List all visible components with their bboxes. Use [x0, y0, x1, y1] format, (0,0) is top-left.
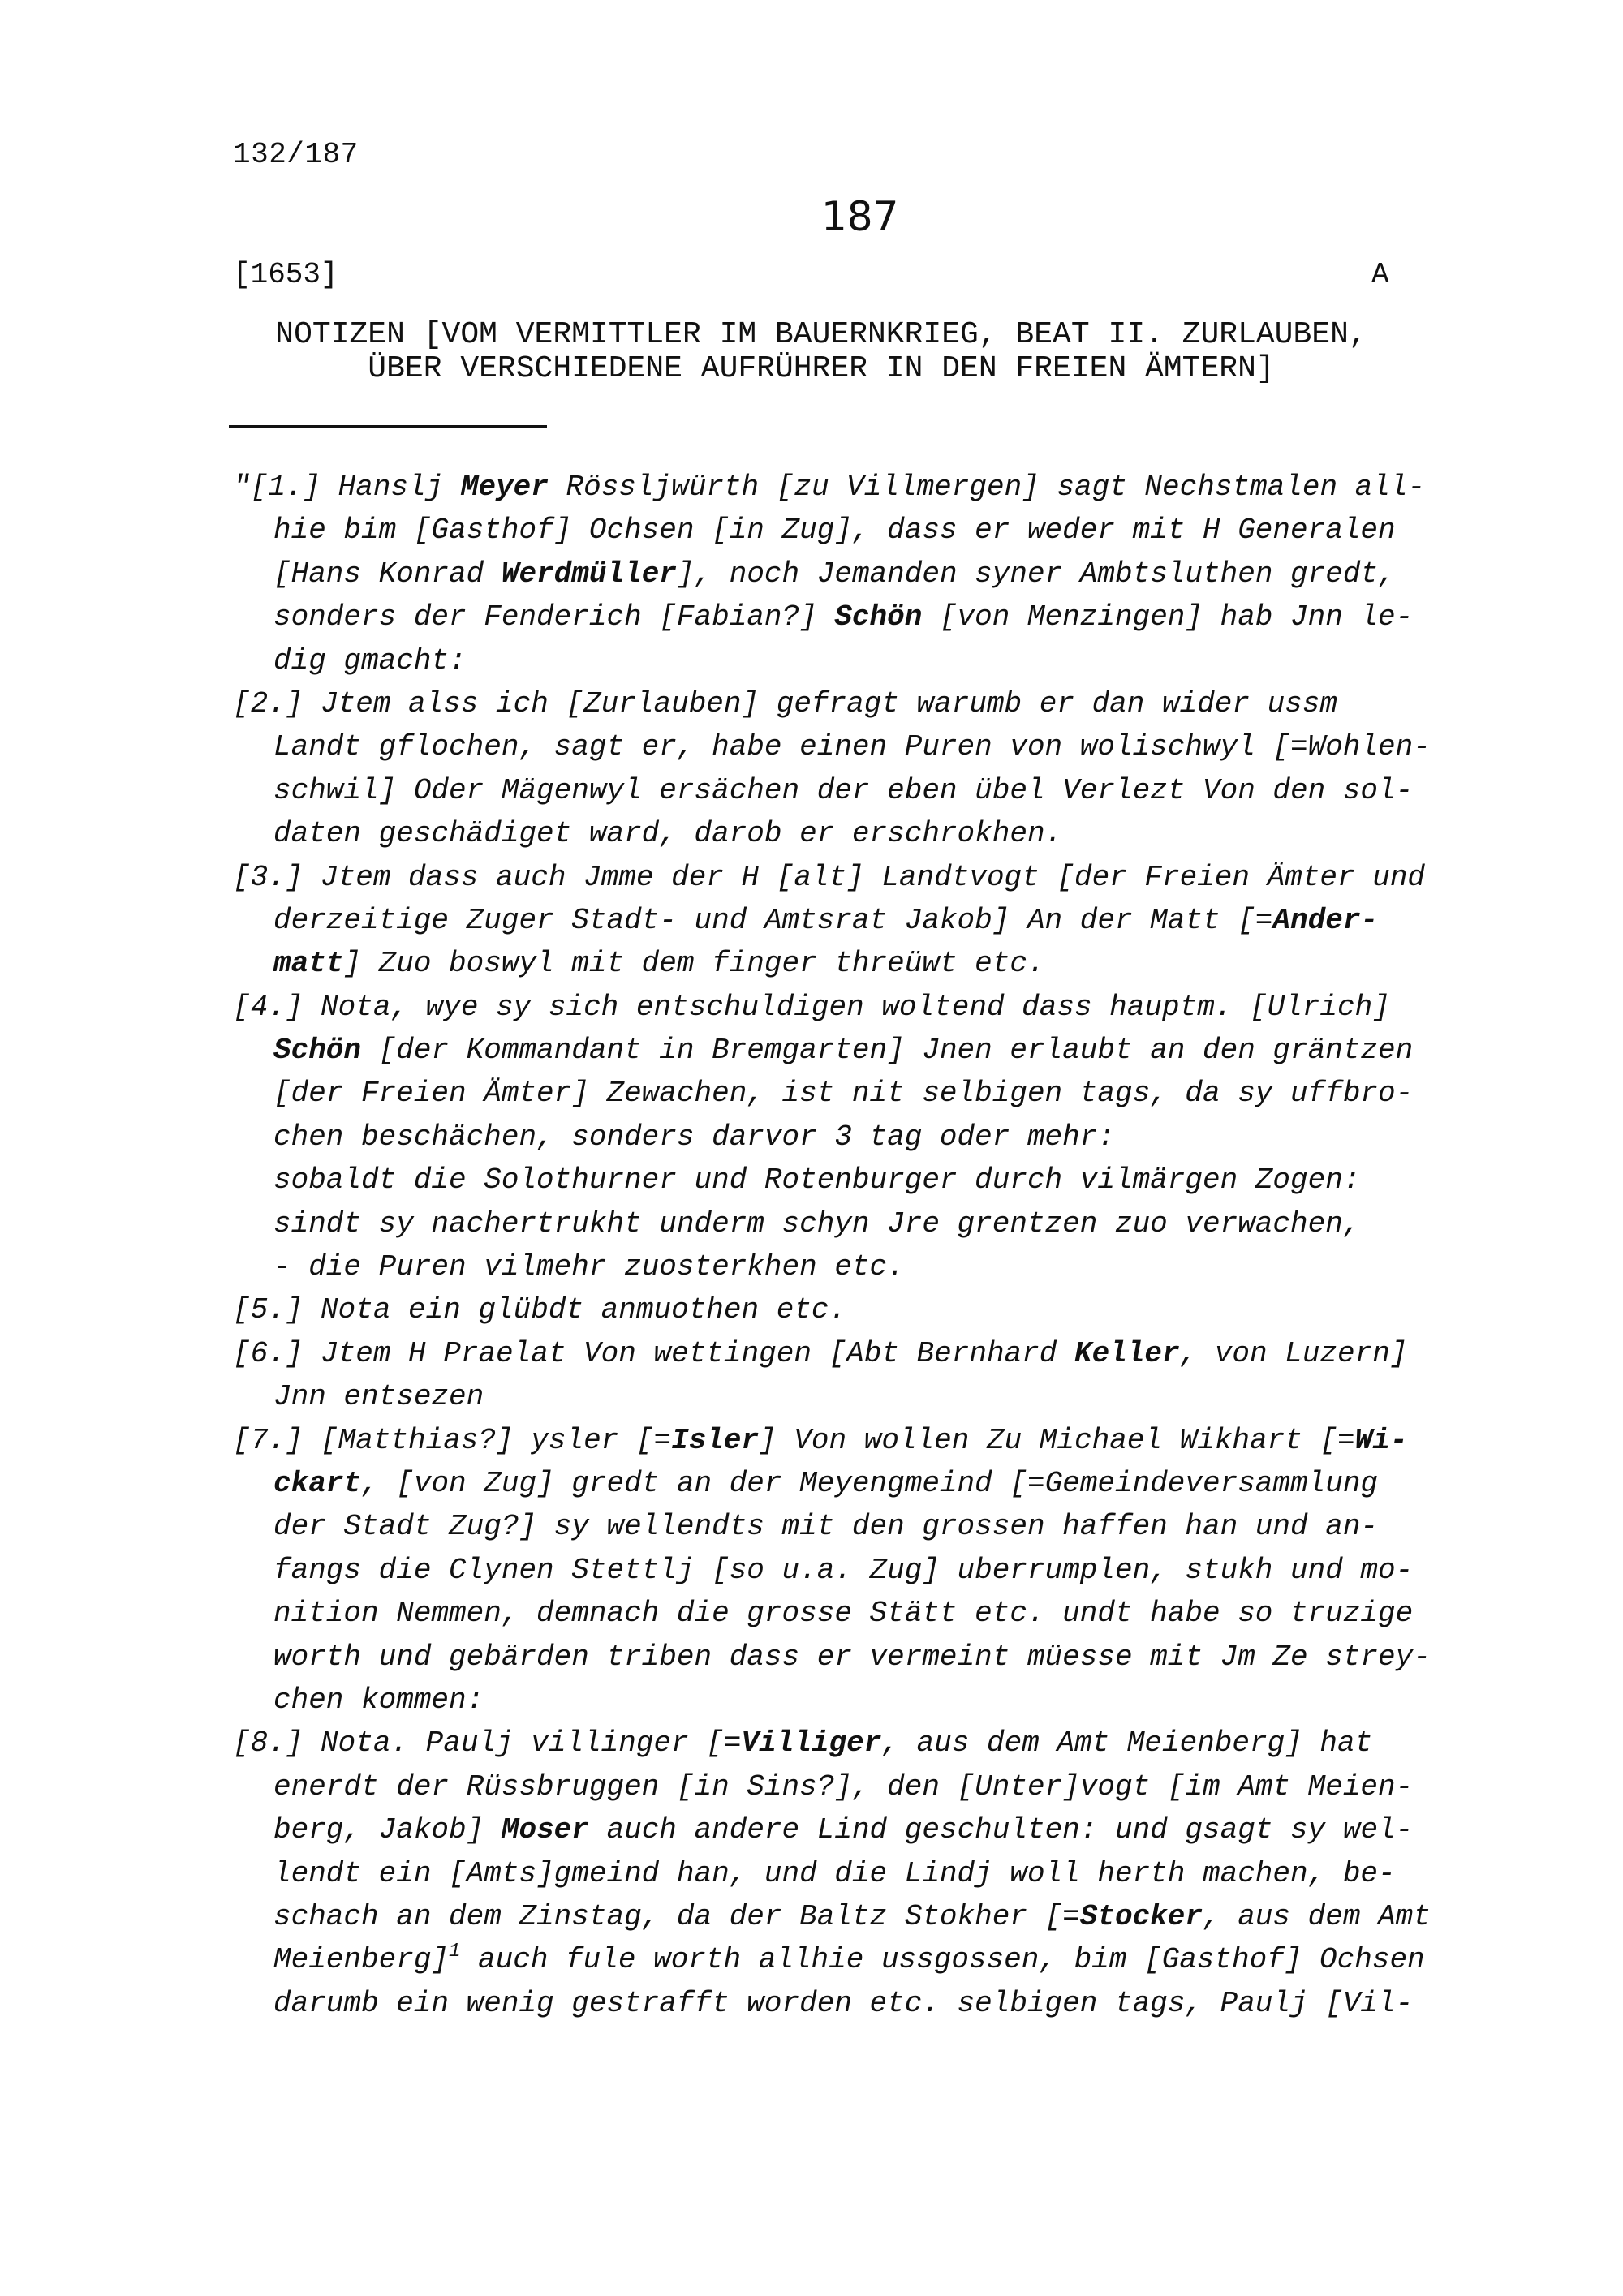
body-line: darumb ein wenig gestrafft worden etc. selbigen tags, Paulj [Vil- [273, 1986, 1414, 2020]
body-line: [3.] Jtem dass auch Jmme der H [alt] Landtvogt [der Freien Ämter und [233, 860, 1426, 894]
body-line: berg, Jakob] Moser auch andere Lind geschulten: und gsagt sy wel- [273, 1813, 1414, 1847]
body-line: [6.] Jtem H Praelat Von wettingen [Abt Bernhard Keller, von Luzern] [233, 1336, 1408, 1370]
body-line: enerdt der Rüssbruggen [in Sins?], den [Unter]vogt [im Amt Meien- [273, 1769, 1414, 1804]
body-line: [7.] [Matthias?] ysler [=Isler] Von wollen Zu Michael Wikhart [=Wi- [233, 1423, 1408, 1457]
title-line-1: NOTIZEN [VOM VERMITTLER IM BAUERNKRIEG, BEAT II. ZURLAUBEN, [275, 317, 1367, 352]
body-line: [4.] Nota, wye sy sich entschuldigen woltend dass hauptm. [Ulrich] [233, 990, 1390, 1024]
title-divider [229, 425, 547, 428]
body-line: Meienberg]$^1$ auch fule worth allhie ussgossen, bim [Gasthof] Ochsen [273, 1941, 1425, 1977]
document-title [233, 318, 1410, 386]
body-line: schwil] Oder Mägenwyl ersächen der eben übel Verlezt Von den sol- [273, 773, 1414, 807]
body-line: chen beschächen, sonders darvor 3 tag oder mehr: [273, 1120, 1115, 1154]
body-line: hie bim [Gasthof] Ochsen [in Zug], dass er weder mit H Generalen [273, 514, 1396, 548]
body-line: [8.] Nota. Paulj villinger [=Villiger, aus dem Amt Meienberg] hat [233, 1726, 1373, 1761]
body-line: chen kommen: [273, 1683, 484, 1717]
body-line: daten geschädiget ward, darob er erschrokhen. [273, 817, 1063, 851]
body-line: sobaldt die Solothurner und Rotenburger durch vilmärgen Zogen: [273, 1163, 1361, 1197]
document-letter: A [1371, 258, 1389, 291]
body-line: [Hans Konrad Werdmüller], noch Jemanden syner Ambtsluthen gredt, [273, 557, 1396, 591]
body-line: der Stadt Zug?] sy wellendts mit den grossen haffen han und an- [273, 1510, 1379, 1544]
body-line: lendt ein [Amts]gmeind han, und die Lindj woll herth machen, be- [273, 1856, 1396, 1890]
body-line: - die Puren vilmehr zuosterkhen etc. [273, 1250, 905, 1284]
body-line: Schön [der Kommandant in Bremgarten] Jnen erlaubt an den gräntzen [273, 1034, 1414, 1068]
body-line: nition Nemmen, demnach die grosse Stätt etc. undt habe so truzige [273, 1597, 1414, 1631]
body-line: ckart, [von Zug] gredt an der Meyengmeind [=Gemeindeversammlung [273, 1466, 1379, 1500]
body-line: [2.] Jtem alss ich [Zurlauben] gefragt warumb er dan wider ussm [233, 686, 1338, 720]
body-line: Landt gflochen, sagt er, habe einen Puren von wolischwyl [=Wohlen- [273, 730, 1431, 764]
document-body [233, 466, 1499, 2025]
title-line-2: ÜBER VERSCHIEDENE AUFRÜHRER IN DEN FREIEN ÄMTERN] [368, 351, 1275, 386]
body-line: schach an dem Zinstag, da der Baltz Stokher [=Stocker, aus dem Amt [273, 1899, 1431, 1933]
body-line: derzeitige Zuger Stadt- und Amtsrat Jakob] An der Matt [=Ander- [273, 903, 1379, 937]
body-line: Jnn entsezen [273, 1380, 484, 1414]
body-line: dig gmacht: [273, 643, 467, 677]
document-date: [1653] [233, 258, 338, 291]
footnote-marker: 1 [449, 1941, 461, 1963]
body-line: [5.] Nota ein glübdt anmuothen etc. [233, 1293, 847, 1327]
body-line: matt] Zuo boswyl mit dem finger threüwt etc. [273, 947, 1045, 981]
body-line: sindt sy nachertrukht underm schyn Jre grentzen zuo verwachen, [273, 1206, 1361, 1240]
body-line: "[1.] Hanslj Meyer Rössljwürth [zu Villmergen] sagt Nechstmalen all- [233, 471, 1426, 504]
body-line: worth und gebärden triben dass er vermeint müesse mit Jm Ze strey- [273, 1640, 1431, 1674]
body-line: [der Freien Ämter] Zewachen, ist nit selbigen tags, da sy uffbro- [273, 1077, 1414, 1111]
body-line: fangs die Clynen Stettlj [so u.a. Zug] uberrumplen, stukh und mo- [273, 1553, 1414, 1587]
page-number: 187 [821, 193, 899, 240]
body-line: sonders der Fenderich [Fabian?] Schön [von Menzingen] hab Jnn le- [273, 600, 1414, 634]
page-reference: 132/187 [233, 138, 359, 171]
